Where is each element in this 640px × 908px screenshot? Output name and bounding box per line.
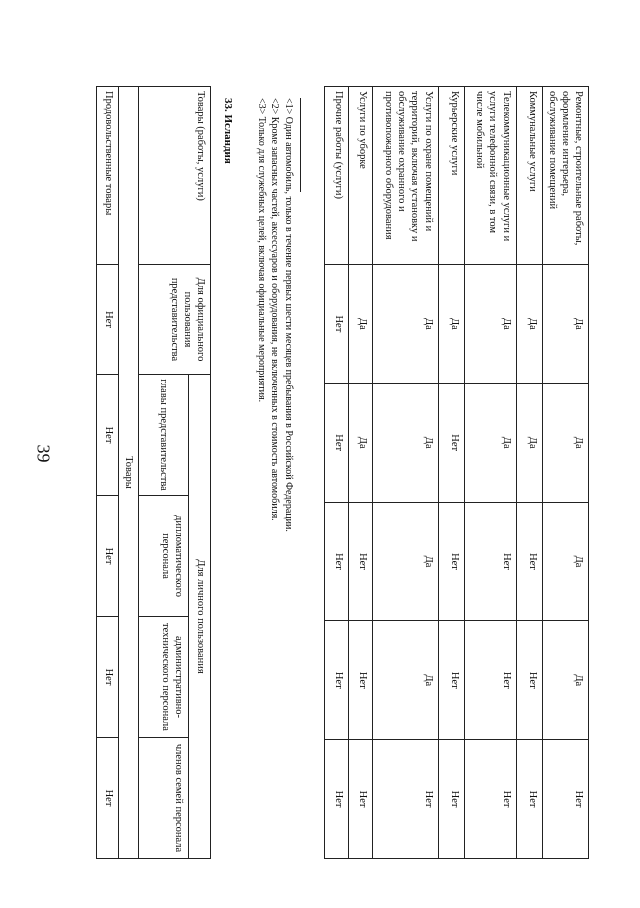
column-header-family: членов семей персонала <box>139 738 189 859</box>
cell-value: Да <box>438 265 464 384</box>
cell-value: Нет <box>96 738 118 859</box>
cell-value: Нет <box>516 621 542 740</box>
cell-value: Нет <box>348 502 372 621</box>
cell-value: Нет <box>516 740 542 859</box>
row-label: Телекоммуникационные услуги и услуги телефонной связи, в том числе мобильной <box>464 87 516 265</box>
footnote: <1> Один автомобиль, только в течение первых шести месяцев пребывания в Российской Федерации. <box>283 98 294 532</box>
cell-value: Нет <box>438 502 464 621</box>
cell-value: Да <box>372 383 438 502</box>
cell-value: Нет <box>438 740 464 859</box>
cell-value: Нет <box>464 740 516 859</box>
table-row <box>438 87 464 859</box>
cell-value: Нет <box>96 265 118 375</box>
row-label: Услуги по уборке <box>348 87 372 265</box>
subheader-goods: Товары <box>118 87 138 859</box>
cell-value: Нет <box>324 740 348 859</box>
row-label: Курьерские услуги <box>438 87 464 265</box>
cell-value: Нет <box>438 621 464 740</box>
cell-value: Нет <box>438 383 464 502</box>
column-header-goods: Товары (работы, услуги) <box>139 87 211 265</box>
services-table <box>324 86 589 859</box>
footnote: <2> Кроме запасных частей, аксессуаров и оборудования, не включенных в стоимость автомобиля. <box>269 98 281 521</box>
section-title: 33. Исландия <box>222 98 234 164</box>
cell-value: Да <box>516 265 542 384</box>
cell-value: Нет <box>324 265 348 384</box>
table-row <box>464 87 516 859</box>
table-row <box>542 87 588 859</box>
cell-value: Нет <box>348 621 372 740</box>
row-label: Ремонтные, строительные работы, оформление интерьера, обслуживание помещений <box>542 87 588 265</box>
cell-value: Да <box>516 383 542 502</box>
cell-value: Нет <box>372 740 438 859</box>
row-label: Продовольственные товары <box>96 87 118 265</box>
cell-value: Нет <box>542 740 588 859</box>
column-header-head: главы представительства <box>139 375 189 496</box>
cell-value: Да <box>348 265 372 384</box>
cell-value: Да <box>372 621 438 740</box>
column-header-admin: административно-технического персонала <box>139 617 189 738</box>
table-row <box>96 87 118 859</box>
table-row <box>516 87 542 859</box>
cell-value: Да <box>542 265 588 384</box>
column-header-official: Для официального пользования представительства <box>139 265 211 375</box>
cell-value: Нет <box>516 502 542 621</box>
cell-value: Да <box>542 621 588 740</box>
table-header-row <box>189 87 211 859</box>
table-row <box>348 87 372 859</box>
cell-value: Да <box>542 383 588 502</box>
cell-value: Нет <box>348 740 372 859</box>
cell-value: Нет <box>96 617 118 738</box>
cell-value: Нет <box>464 621 516 740</box>
row-label: Прочие работы (услуги) <box>324 87 348 265</box>
cell-value: Да <box>464 383 516 502</box>
cell-value: Да <box>464 265 516 384</box>
footnote: <3> Только для служебных целей, включая официальные мероприятия. <box>256 98 267 403</box>
cell-value: Нет <box>96 375 118 496</box>
cell-value: Да <box>372 502 438 621</box>
cell-value: Да <box>372 265 438 384</box>
table-row <box>372 87 438 859</box>
table-subheader-row <box>118 87 138 859</box>
column-header-diplomatic: дипломатического персонала <box>139 496 189 617</box>
cell-value: Нет <box>324 621 348 740</box>
cell-value: Нет <box>324 383 348 502</box>
footnote-divider <box>300 98 301 192</box>
column-group-personal: Для личного пользования <box>189 375 211 859</box>
cell-value: Да <box>542 502 588 621</box>
row-label: Коммунальные услуги <box>516 87 542 265</box>
row-label: Услуги по охране помещений и территорий, включая установку и обслуживание охранного и противопожарного оборудования <box>372 87 438 265</box>
cell-value: Нет <box>324 502 348 621</box>
cell-value: Да <box>348 383 372 502</box>
iceland-table <box>96 86 211 859</box>
page-number: 39 <box>33 444 54 463</box>
rotated-content <box>69 86 589 858</box>
footnotes <box>254 98 302 838</box>
cell-value: Нет <box>464 502 516 621</box>
table-row <box>324 87 348 859</box>
cell-value: Нет <box>96 496 118 617</box>
